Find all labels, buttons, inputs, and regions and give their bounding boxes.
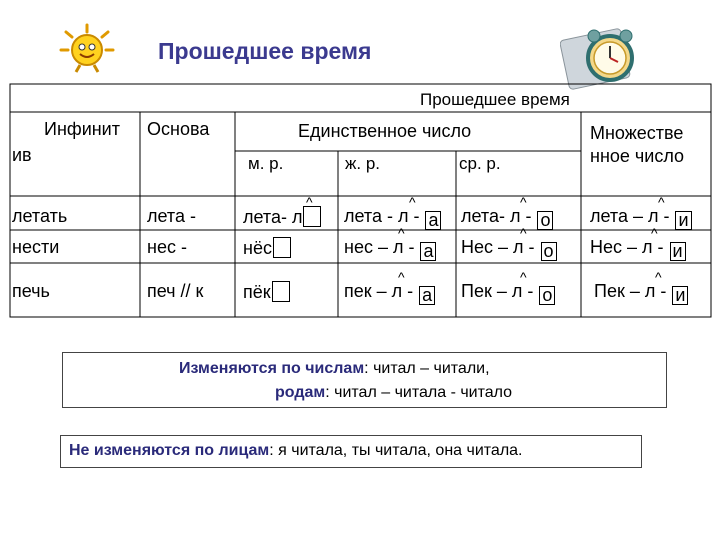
suffix-mark: ^ [409,194,416,210]
note-panel-changes [62,352,667,408]
suffix-mark: ^ [398,269,405,285]
header-plural: Множестве [590,123,684,143]
row2-neut: Нес – л - о [461,237,557,261]
note-panel-no-changes [60,435,642,468]
row1-masc: лета- л [243,206,321,227]
suffix-mark: ^ [520,194,527,210]
header-neuter: ср. р. [459,154,501,173]
alarm-clock-icon [560,14,646,90]
row3-infinitive: печь [12,281,50,301]
suffix-mark: ^ [520,225,527,241]
ending-box [272,281,290,302]
row3-masc: пёк [243,281,290,302]
note-line-genders: родам: читал – читала - читало [275,384,513,401]
row2-plural: Нес – л - и [590,237,686,261]
row1-plural: лета – л - и [590,206,692,230]
row1-fem: лета - л - а [344,206,441,230]
header-singular: Единственное число [298,121,472,141]
note-line-numbers: Изменяются по числам: читал – читали, [179,360,490,377]
suffix-mark: ^ [651,225,658,241]
header-feminine: ж. р. [345,154,380,173]
row3-stem: печ // к [147,281,204,301]
row2-infinitive: нести [12,237,60,257]
suffix-mark: ^ [658,194,665,210]
row2-stem: нес - [147,237,187,257]
row2-masc: нёс [243,237,291,258]
header-stem: Основа [147,119,210,139]
row3-fem: пек – л - а [344,281,435,305]
header-infinitive-cont: ив [12,145,32,165]
sun-mascot-icon [58,22,116,74]
suffix-mark: ^ [520,269,527,285]
header-plural-cont: нное число [590,146,685,166]
header-past-tense: Прошедшее время [420,90,570,109]
suffix-mark: ^ [398,225,405,241]
suffix-mark: ^ [306,194,313,210]
ending-box [273,237,291,258]
row1-infinitive: летать [12,206,68,226]
row2-fem: нес – л - а [344,237,436,261]
page-title: Прошедшее время [158,38,372,64]
row1-neut: лета- л - о [461,206,553,230]
row3-plural: Пек – л - и [594,281,688,305]
note-line-persons: Не изменяются по лицам: я читала, ты читала, она читала. [69,442,523,459]
row1-stem: лета - [147,206,196,226]
suffix-mark: ^ [655,269,662,285]
row3-neut: Пек – л - о [461,281,555,305]
header-infinitive: Инфинит [44,119,120,139]
header-masculine: м. р. [248,154,284,173]
